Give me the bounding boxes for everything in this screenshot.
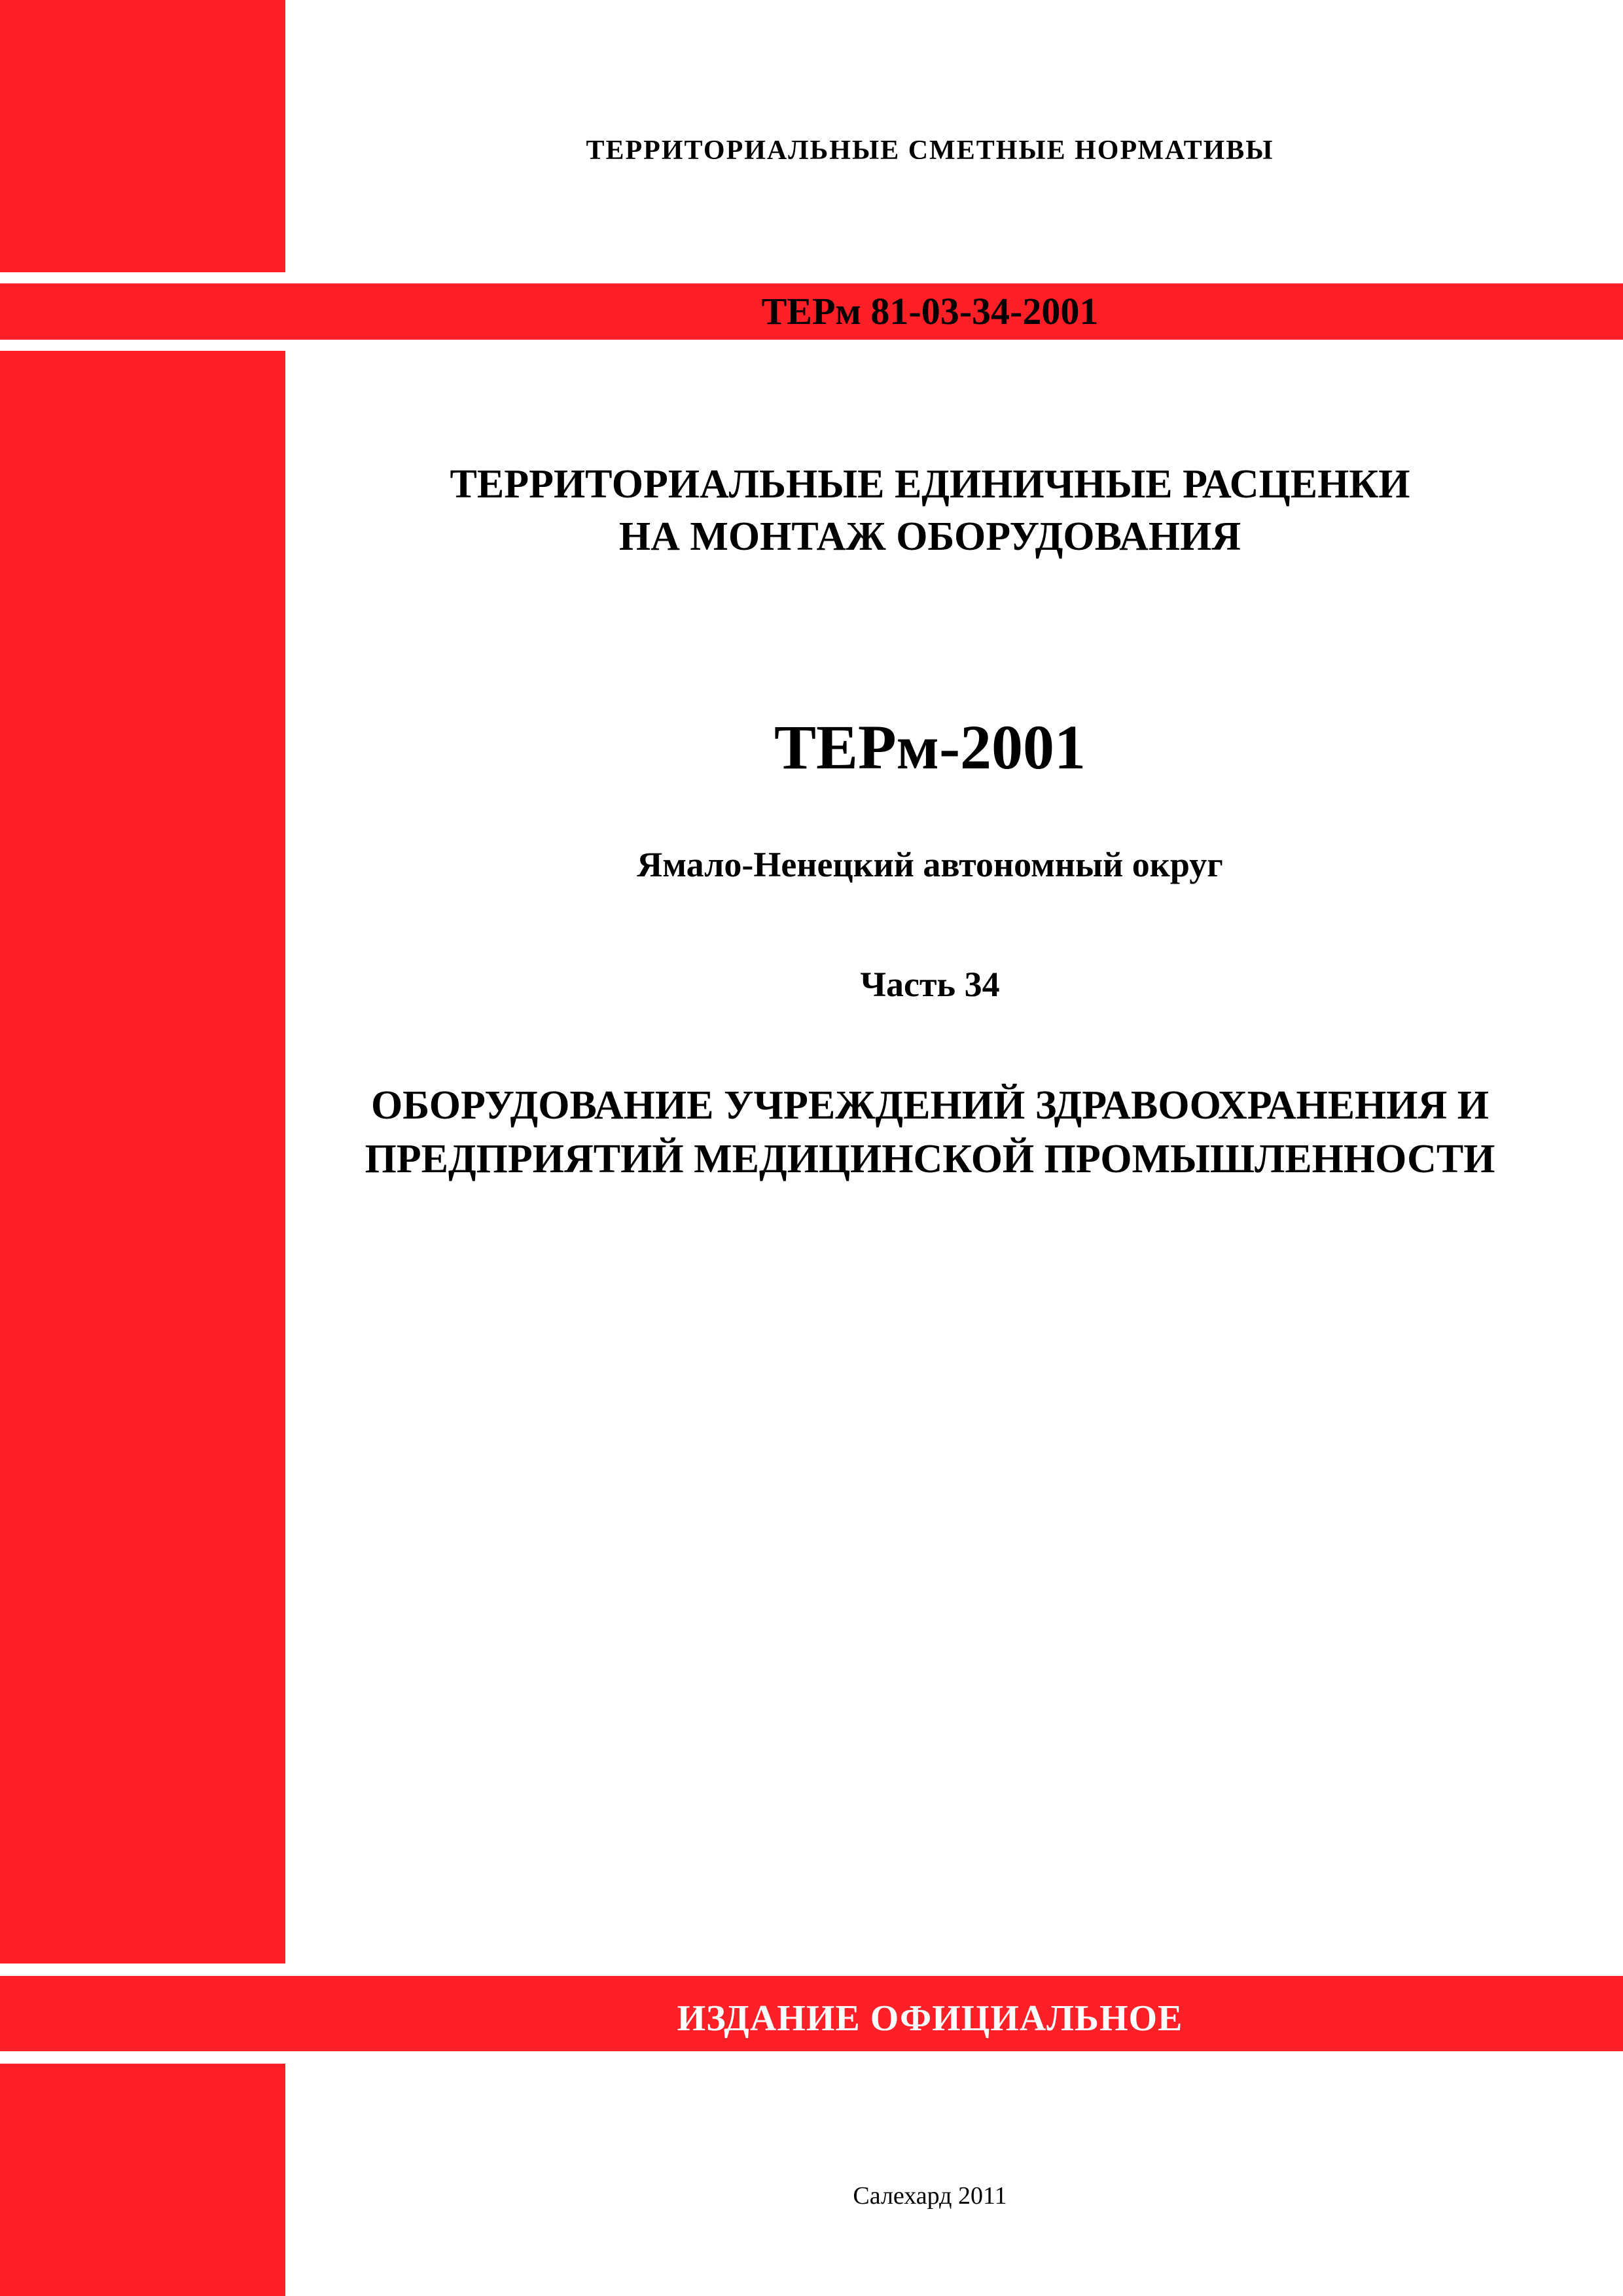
- document-code: ТЕРм 81-03-34-2001: [761, 290, 1099, 332]
- document-title: [285, 458, 1575, 563]
- imprint: Салехард 2011: [853, 2182, 1007, 2210]
- part-number: Часть 34: [860, 965, 1000, 1004]
- series-heading: ТЕРРИТОРИАЛЬНЫЕ СМЕТНЫЕ НОРМАТИВЫ: [586, 135, 1274, 166]
- white-gap-bottom-2: [0, 2051, 1623, 2064]
- white-gap-top-2: [0, 340, 1623, 351]
- short-code: ТЕРм-2001: [774, 712, 1086, 782]
- section-title-line-2: ПРЕДПРИЯТИЙ МЕДИЦИНСКОЙ ПРОМЫШЛЕННОСТИ: [365, 1137, 1495, 1181]
- document-title-line-1: ТЕРРИТОРИАЛЬНЫЕ ЕДИНИЧНЫЕ РАСЦЕНКИ: [450, 462, 1410, 507]
- section-title: [285, 1079, 1575, 1186]
- official-edition-label: ИЗДАНИЕ ОФИЦИАЛЬНОЕ: [677, 1998, 1183, 2039]
- white-gap-bottom-1: [0, 1964, 1623, 1976]
- section-title-line-1: ОБОРУДОВАНИЕ УЧРЕЖДЕНИЙ ЗДРАВООХРАНЕНИЯ И: [371, 1083, 1489, 1128]
- region-name: Ямало-Ненецкий автономный округ: [637, 845, 1223, 884]
- white-gap-top-1: [0, 272, 1623, 283]
- document-title-line-2: НА МОНТАЖ ОБОРУДОВАНИЯ: [618, 514, 1241, 559]
